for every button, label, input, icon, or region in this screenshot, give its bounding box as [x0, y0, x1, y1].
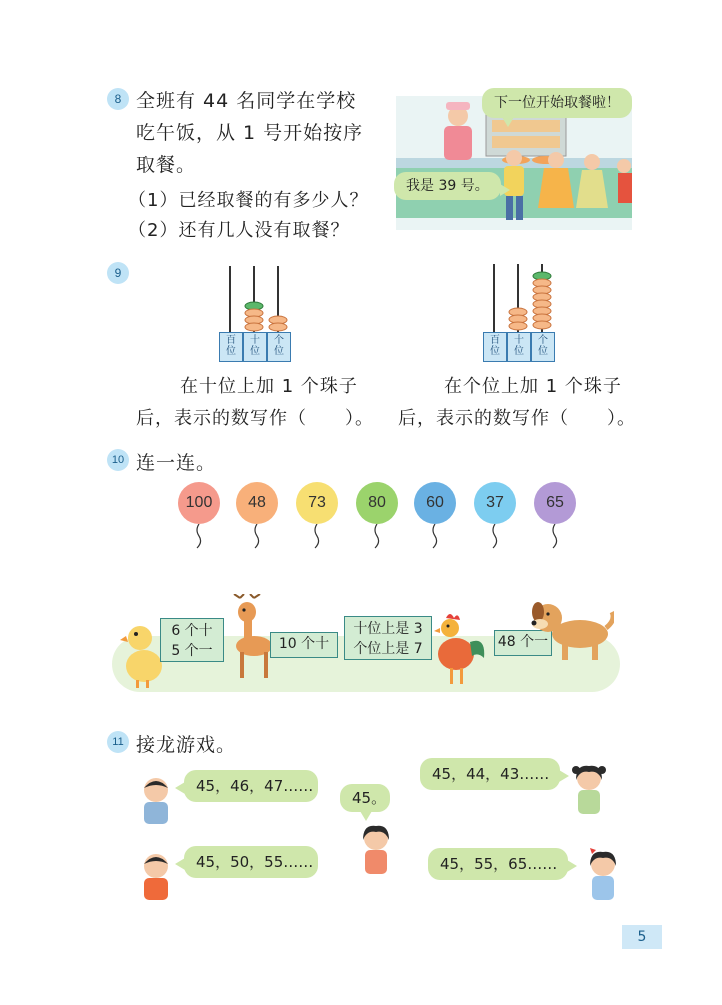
q8-line3: 取餐。: [136, 154, 197, 176]
q9-left-text2: 后，表示的数写作（ ）。: [136, 408, 374, 429]
abacus-right-label-hundreds: 百 位: [483, 332, 507, 362]
duck-icon: [120, 612, 164, 692]
card1-line1: 6 个十: [171, 623, 213, 639]
balloon-73[interactable]: 73: [296, 482, 338, 524]
speech-bubble-39: 我是 39 号。: [394, 172, 501, 200]
abacus-right-label-tens: 十 位: [507, 332, 531, 362]
card-tens3-ones7[interactable]: [344, 616, 432, 660]
bubble-45-50-55: 45，50，55……: [184, 846, 318, 878]
q9-right-text2: 后，表示的数写作（ ）。: [398, 408, 636, 429]
abacus-left: [218, 266, 290, 336]
bubble-45-46-47: 45，46，47……: [184, 770, 318, 802]
balloon-100[interactable]: 100: [178, 482, 220, 524]
abacus-right: [482, 264, 554, 336]
abacus-right-label-ones: 个 位: [531, 332, 555, 362]
page-number: 5: [622, 925, 662, 949]
girl-avatar-middle: [356, 824, 396, 876]
q8-sub2: （2）还有几人没有取餐？: [128, 220, 350, 241]
card3-line1: 十位上是 3: [353, 621, 423, 637]
bubble-45: 45。: [340, 784, 390, 812]
balloon-48[interactable]: 48: [236, 482, 278, 524]
rooster-icon: [426, 612, 488, 688]
card-10tens[interactable]: 10 个十: [270, 632, 338, 658]
question-8-number: 8: [107, 88, 129, 110]
boy-avatar-2: [136, 852, 176, 902]
deer-icon: [224, 594, 276, 686]
balloon-80[interactable]: 80: [356, 482, 398, 524]
balloon-65[interactable]: 65: [534, 482, 576, 524]
q8-sub1: （1）已经取餐的有多少人？: [128, 190, 369, 211]
q9-left-text1: 在十位上加 1 个珠子: [180, 376, 358, 397]
bubble-45-55-65: 45，55，65……: [428, 848, 568, 880]
question-10-number: 10: [107, 449, 129, 471]
girl-avatar-right-top: [568, 764, 610, 816]
girl-avatar-right-bottom: [582, 848, 624, 902]
bubble-45-44-43: 45，44，43……: [420, 758, 560, 790]
dog-icon: [528, 598, 614, 662]
card-6tens-5ones[interactable]: [160, 618, 224, 662]
balloon-60[interactable]: 60: [414, 482, 456, 524]
card3-line2: 个位上是 7: [353, 641, 423, 657]
balloon-strings: [178, 524, 578, 550]
card1-line2: 5 个一: [171, 643, 213, 659]
question-9-number: 9: [107, 262, 129, 284]
q9-right-text1: 在个位上加 1 个珠子: [444, 376, 622, 397]
abacus-left-label-tens: 十 位: [243, 332, 267, 362]
q8-line2: 吃午饭，从 1 号开始按序: [136, 122, 364, 144]
q8-line1: 全班有 44 名同学在学校: [136, 90, 357, 112]
balloon-37[interactable]: 37: [474, 482, 516, 524]
speech-bubble-next: 下一位开始取餐啦！: [482, 88, 632, 118]
abacus-left-label-ones: 个 位: [267, 332, 291, 362]
question-11-number: 11: [107, 731, 129, 753]
boy-avatar-1: [136, 776, 176, 826]
q10-title: 连一连。: [136, 452, 217, 474]
card-48ones[interactable]: 48 个一: [494, 630, 552, 656]
abacus-left-label-hundreds: 百 位: [219, 332, 243, 362]
q11-title: 接龙游戏。: [136, 734, 237, 756]
